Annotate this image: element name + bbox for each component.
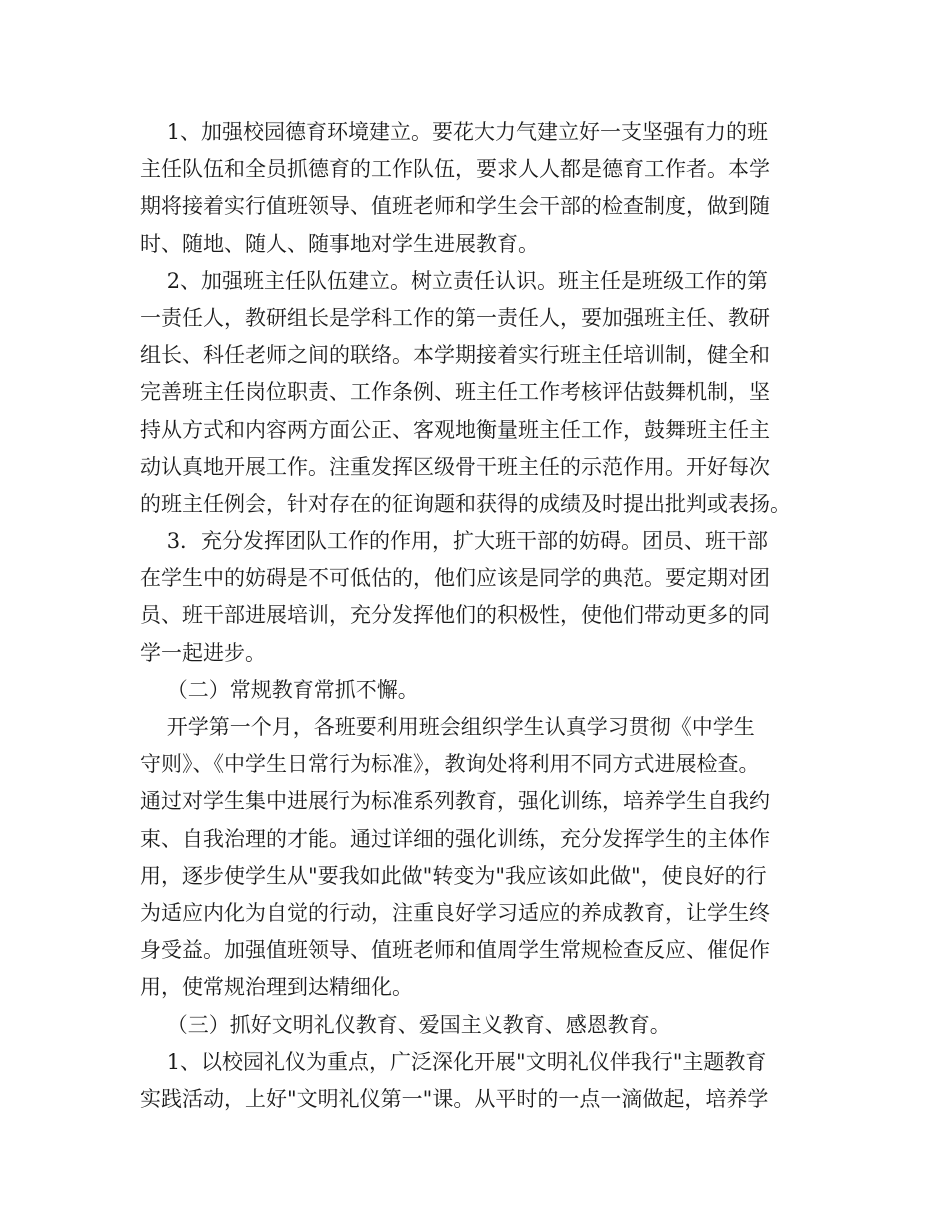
text-line: 通过对学生集中进展行为标准系列教育，强化训练，培养学生自我约 <box>140 789 770 814</box>
text-line: 动认真地开展工作。注重发挥区级骨干班主任的示范作用。开好每次 <box>140 454 770 479</box>
text-line: 身受益。加强值班领导、值班老师和值周学生常规检查反应、催促作 <box>140 938 770 963</box>
text-line: 的班主任例会，针对存在的征询题和获得的成绩及时提出批判或表扬。 <box>140 491 791 516</box>
text-line: 组长、科任老师之间的联络。本学期接着实行班主任培训制，健全和 <box>140 343 770 368</box>
text-line: 用，逐步使学生从"要我如此做"转变为"我应该如此做"，使良好的行 <box>140 863 767 888</box>
text-line: 3．充分发挥团队工作的作用，扩大班干部的妨碍。团员、班干部 <box>140 529 769 554</box>
text-line: 员、班干部进展培训，充分发挥他们的积极性，使他们带动更多的同 <box>140 603 770 628</box>
text-line: 1、加强校园德育环境建立。要花大力气建立好一支坚强有力的班 <box>140 120 769 144</box>
text-line: 开学第一个月，各班要利用班会组织学生认真学习贯彻《中学生 <box>140 715 755 739</box>
document-body <box>140 114 820 1118</box>
text-line: 守则》、《中学生日常行为标准》，教询处将利用不同方式进展检查。 <box>140 752 760 777</box>
text-line: 期将接着实行值班领导、值班老师和学生会干部的检查制度，做到随 <box>140 194 770 219</box>
text-line: 一责任人，教研组长是学科工作的第一责任人，要加强班主任、教研 <box>140 305 770 330</box>
text-line: 用，使常规治理到达精细化。 <box>140 975 413 1000</box>
text-line: 1、以校园礼仪为重点，广泛深化开展"文明礼仪伴我行"主题教育 <box>140 1049 767 1074</box>
text-line: 为适应内化为自觉的行动，注重良好学习适应的养成教育，让学生终 <box>140 900 770 925</box>
text-line: 学一起进步。 <box>140 640 266 665</box>
section-heading-line: （二）常规教育常抓不懈。 <box>140 677 419 702</box>
text-line: 完善班主任岗位职责、工作条例、班主任工作考核评估鼓舞机制，坚 <box>140 380 770 405</box>
text-line: 实践活动，上好"文明礼仪第一"课。从平时的一点一滴做起，培养学 <box>140 1086 769 1111</box>
text-line: 在学生中的妨碍是不可低估的，他们应该是同学的典范。要定期对团 <box>140 566 770 591</box>
text-line: 2、加强班主任队伍建立。树立责任认识。班主任是班级工作的第 <box>140 268 769 293</box>
section-heading-line: （三）抓好文明礼仪教育、爱国主义教育、感恩教育。 <box>140 1012 671 1037</box>
text-line: 时、随地、随人、随事地对学生进展教育。 <box>140 231 539 256</box>
text-line: 持从方式和内容两方面公正、客观地衡量班主任工作，鼓舞班主任主 <box>140 417 770 442</box>
text-line: 主任队伍和全员抓德育的工作队伍，要求人人都是德育工作者。本学 <box>140 157 770 182</box>
text-line: 束、自我治理的才能。通过详细的强化训练，充分发挥学生的主体作 <box>140 826 770 851</box>
